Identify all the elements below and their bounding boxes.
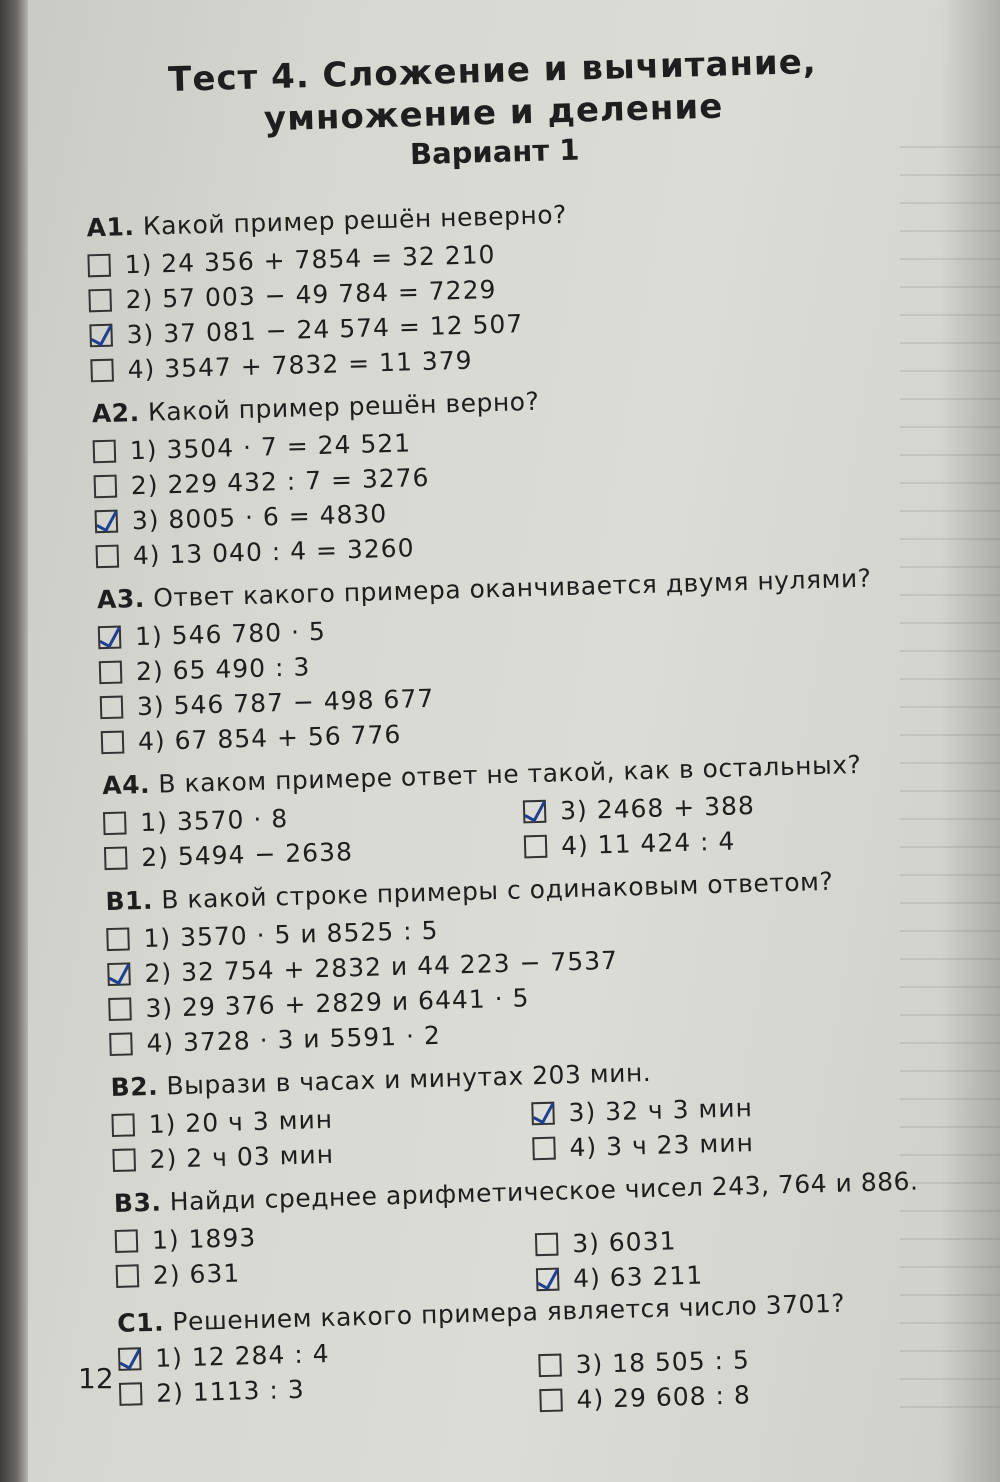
option-a4-3[interactable] xyxy=(523,791,756,826)
question-number: B3. xyxy=(113,1187,162,1218)
checkbox-checked[interactable] xyxy=(118,1347,142,1371)
option-b3-4[interactable] xyxy=(536,1261,704,1295)
option-label: 3) 18 505 : 5 xyxy=(575,1345,751,1380)
option-label: 1) 3504 · 7 = 24 521 xyxy=(129,428,412,466)
option-label: 4) 11 424 : 4 xyxy=(560,826,736,861)
option-b3-3[interactable] xyxy=(535,1226,677,1259)
question-a2 xyxy=(91,387,539,428)
checkbox[interactable] xyxy=(87,254,111,278)
checkbox[interactable] xyxy=(539,1389,563,1413)
checkbox-checked[interactable] xyxy=(95,510,119,534)
option-label: 1) 12 284 : 4 xyxy=(154,1339,330,1373)
question-text: Вырази в часах и минутах 203 мин. xyxy=(166,1057,652,1101)
option-b1-3[interactable] xyxy=(108,983,530,1024)
option-a4-2[interactable] xyxy=(104,837,353,873)
checkbox[interactable] xyxy=(108,997,132,1021)
title-line-2: умножение и деление xyxy=(263,86,724,140)
option-c1-1[interactable] xyxy=(118,1339,330,1374)
checkbox[interactable] xyxy=(106,927,130,951)
variant-label: Вариант 1 xyxy=(409,132,580,172)
option-label: 4) 13 040 : 4 = 3260 xyxy=(132,533,415,571)
option-b1-4[interactable] xyxy=(109,1021,441,1059)
option-a1-1[interactable] xyxy=(87,240,496,280)
checkbox[interactable] xyxy=(90,359,114,383)
option-label: 3) 29 376 + 2829 и 6441 · 5 xyxy=(145,983,530,1024)
option-b1-1[interactable] xyxy=(106,916,439,954)
option-label: 3) 6031 xyxy=(571,1226,677,1259)
option-label: 2) 5494 − 2638 xyxy=(140,837,354,873)
option-a1-4[interactable] xyxy=(90,346,473,386)
option-c1-2[interactable] xyxy=(119,1375,305,1409)
question-a1 xyxy=(86,200,567,242)
option-label: 2) 631 xyxy=(152,1258,241,1290)
option-c1-4[interactable] xyxy=(539,1380,751,1415)
option-label: 4) 3728 · 3 и 5591 · 2 xyxy=(146,1020,442,1058)
question-number: C1. xyxy=(116,1307,165,1338)
question-number: B1. xyxy=(105,885,154,917)
checkbox[interactable] xyxy=(88,289,112,313)
option-label: 2) 57 003 − 49 784 = 7229 xyxy=(125,274,497,315)
checkbox-checked[interactable] xyxy=(531,1102,555,1126)
question-b1 xyxy=(105,867,834,916)
page-number: 12 xyxy=(78,1362,114,1395)
option-label: 3) 37 081 − 24 574 = 12 507 xyxy=(126,309,524,350)
checkbox[interactable] xyxy=(535,1233,559,1257)
option-label: 4) 3547 + 7832 = 11 379 xyxy=(127,345,473,385)
option-label: 4) 3 ч 23 мин xyxy=(569,1128,755,1163)
checkbox[interactable] xyxy=(103,811,127,835)
question-text: Ответ какого примера оканчивается двумя нулями? xyxy=(152,563,872,613)
title-line-1: Тест 4. Сложение и вычитание, xyxy=(167,41,818,101)
option-a2-1[interactable] xyxy=(93,428,412,466)
question-a3 xyxy=(97,564,872,615)
option-label: 1) 3570 · 5 и 8525 : 5 xyxy=(143,915,439,954)
checkbox-checked[interactable] xyxy=(536,1268,560,1292)
question-number: A2. xyxy=(91,397,140,429)
option-b1-2[interactable] xyxy=(107,946,618,989)
option-label: 4) 63 211 xyxy=(572,1260,704,1294)
question-c1 xyxy=(117,1289,846,1338)
checkbox[interactable] xyxy=(100,696,124,720)
option-b2-3[interactable] xyxy=(531,1093,753,1128)
option-label: 2) 229 432 : 7 = 3276 xyxy=(130,462,430,501)
checkbox[interactable] xyxy=(532,1137,556,1161)
checkbox[interactable] xyxy=(116,1264,140,1288)
option-label: 2) 2 ч 03 мин xyxy=(149,1139,335,1174)
option-label: 4) 29 608 : 8 xyxy=(576,1380,752,1415)
option-b2-2[interactable] xyxy=(112,1140,334,1175)
option-a3-1[interactable] xyxy=(98,617,326,652)
question-number: A4. xyxy=(101,769,151,801)
question-text: Какой пример решён неверно? xyxy=(142,199,568,241)
option-c1-3[interactable] xyxy=(538,1345,750,1380)
question-b3 xyxy=(114,1167,919,1218)
question-number: A3. xyxy=(96,583,146,615)
option-label: 1) 1893 xyxy=(151,1223,257,1255)
checkbox[interactable] xyxy=(115,1229,139,1253)
checkbox[interactable] xyxy=(96,545,120,569)
option-label: 1) 546 780 · 5 xyxy=(134,616,327,652)
question-text: Решением какого примера является число 3701? xyxy=(172,1288,846,1337)
option-a1-3[interactable] xyxy=(89,309,523,350)
option-label: 3) 2468 + 388 xyxy=(559,790,756,826)
option-label: 4) 67 854 + 56 776 xyxy=(137,719,402,757)
checkbox-checked[interactable] xyxy=(89,324,113,348)
option-label: 1) 3570 · 8 xyxy=(139,803,289,838)
checkbox[interactable] xyxy=(538,1354,562,1378)
checkbox[interactable] xyxy=(94,475,118,499)
question-text: В какой строке примеры с одинаковым ответом? xyxy=(160,866,834,915)
question-text: Найди среднее арифметическое чисел 243, 764 и 886. xyxy=(169,1166,919,1217)
question-text: В каком примере ответ не такой, как в остальных? xyxy=(158,749,862,799)
question-b2 xyxy=(110,1058,651,1102)
checkbox[interactable] xyxy=(119,1382,143,1406)
checkbox[interactable] xyxy=(112,1148,136,1172)
checkbox-checked[interactable] xyxy=(523,800,547,824)
checkbox[interactable] xyxy=(101,731,125,755)
question-number: A1. xyxy=(86,212,135,243)
checkbox[interactable] xyxy=(99,661,123,685)
option-a4-4[interactable] xyxy=(524,826,736,861)
option-label: 3) 32 ч 3 мин xyxy=(568,1093,754,1128)
option-a4-1[interactable] xyxy=(103,804,289,838)
checkbox[interactable] xyxy=(109,1032,133,1056)
option-a3-3[interactable] xyxy=(100,684,435,722)
option-b3-2[interactable] xyxy=(116,1258,241,1290)
option-label: 2) 1113 : 3 xyxy=(155,1374,306,1408)
option-a2-4[interactable] xyxy=(95,533,414,571)
option-a2-3[interactable] xyxy=(94,499,387,536)
checkbox[interactable] xyxy=(104,846,128,870)
question-number: B2. xyxy=(110,1071,159,1103)
option-b2-4[interactable] xyxy=(532,1128,754,1163)
option-label: 1) 24 356 + 7854 = 32 210 xyxy=(124,239,496,280)
checkbox[interactable] xyxy=(524,835,548,859)
option-label: 3) 8005 · 6 = 4830 xyxy=(131,499,388,536)
option-b2-1[interactable] xyxy=(111,1105,333,1140)
checkbox[interactable] xyxy=(111,1113,135,1137)
option-label: 1) 20 ч 3 мин xyxy=(148,1104,334,1139)
question-text: Какой пример решён верно? xyxy=(147,386,540,427)
checkbox[interactable] xyxy=(93,440,117,464)
checkbox-checked[interactable] xyxy=(98,626,122,650)
option-a2-2[interactable] xyxy=(93,463,429,501)
checkbox-checked[interactable] xyxy=(107,962,131,986)
option-a3-4[interactable] xyxy=(101,720,402,757)
option-a1-2[interactable] xyxy=(88,275,497,315)
option-label: 2) 32 754 + 2832 и 44 223 − 7537 xyxy=(144,945,619,989)
option-b3-1[interactable] xyxy=(115,1223,257,1256)
option-label: 3) 546 787 − 498 677 xyxy=(136,683,435,722)
option-label: 2) 65 490 : 3 xyxy=(135,652,311,687)
option-a3-2[interactable] xyxy=(99,652,311,687)
